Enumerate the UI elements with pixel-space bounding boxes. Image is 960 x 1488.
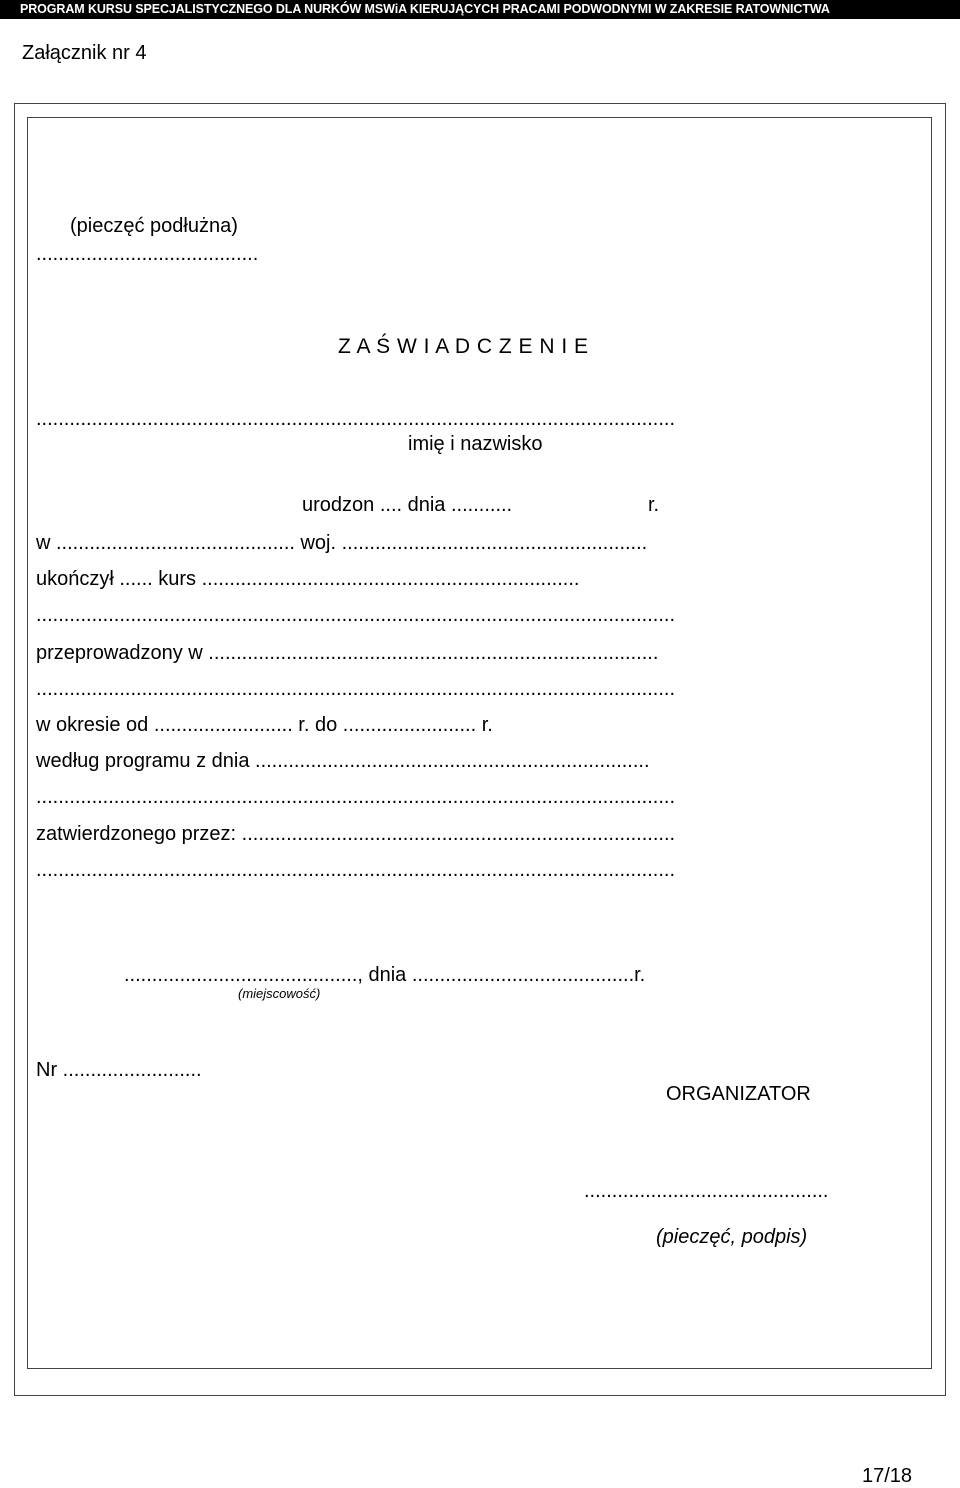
dots-line-3: ...................................................................................................................	[36, 786, 676, 808]
organizer-label: ORGANIZATOR	[666, 1083, 811, 1105]
place-label: (miejscowość)	[238, 986, 321, 1001]
dots-line-2: ...................................................................................................................	[36, 678, 676, 700]
signature-label: (pieczęć, podpis)	[656, 1226, 808, 1248]
name-dots: ...................................................................................................................	[36, 408, 676, 430]
program-line: według programu z dnia .......................................................................	[36, 750, 650, 772]
birth-date-line: urodzon .... dnia ...........	[302, 494, 513, 516]
dots-line-4: ...................................................................................................................	[36, 859, 676, 881]
birth-year-suffix: r.	[648, 494, 660, 516]
page-number: 17/18	[862, 1465, 913, 1487]
signature-dots: ............................................	[584, 1180, 829, 1202]
conducted-line: przeprowadzony w .................................................................................	[36, 642, 659, 664]
annex-label: Załącznik nr 4	[22, 42, 147, 64]
stamp-label: (pieczęć podłużna)	[70, 215, 238, 237]
completed-course-line: ukończył ...... kurs ....................................................................	[36, 568, 580, 590]
certificate-title: Z A Ś W I A D C Z E N I E	[338, 335, 589, 358]
period-line: w okresie od ......................... r. do ........................ r.	[36, 714, 493, 736]
birthplace-line: w ........................................... woj. .......................................................	[36, 532, 648, 554]
stamp-dots: ........................................	[36, 243, 259, 265]
place-date-line: .........................................., dnia ........................................r.	[124, 964, 646, 986]
dots-line-1: ...................................................................................................................	[36, 604, 676, 626]
document-header-banner: PROGRAM KURSU SPECJALISTYCZNEGO DLA NURKÓW MSWiA KIERUJĄCYCH PRACAMI PODWODNYMI W ZAKRESIE RATOWNICTWA	[0, 0, 960, 19]
name-label: imię i nazwisko	[408, 433, 543, 455]
approved-by-line: zatwierdzonego przez: ..............................................................................	[36, 823, 676, 845]
certificate-number: Nr .........................	[36, 1059, 202, 1081]
